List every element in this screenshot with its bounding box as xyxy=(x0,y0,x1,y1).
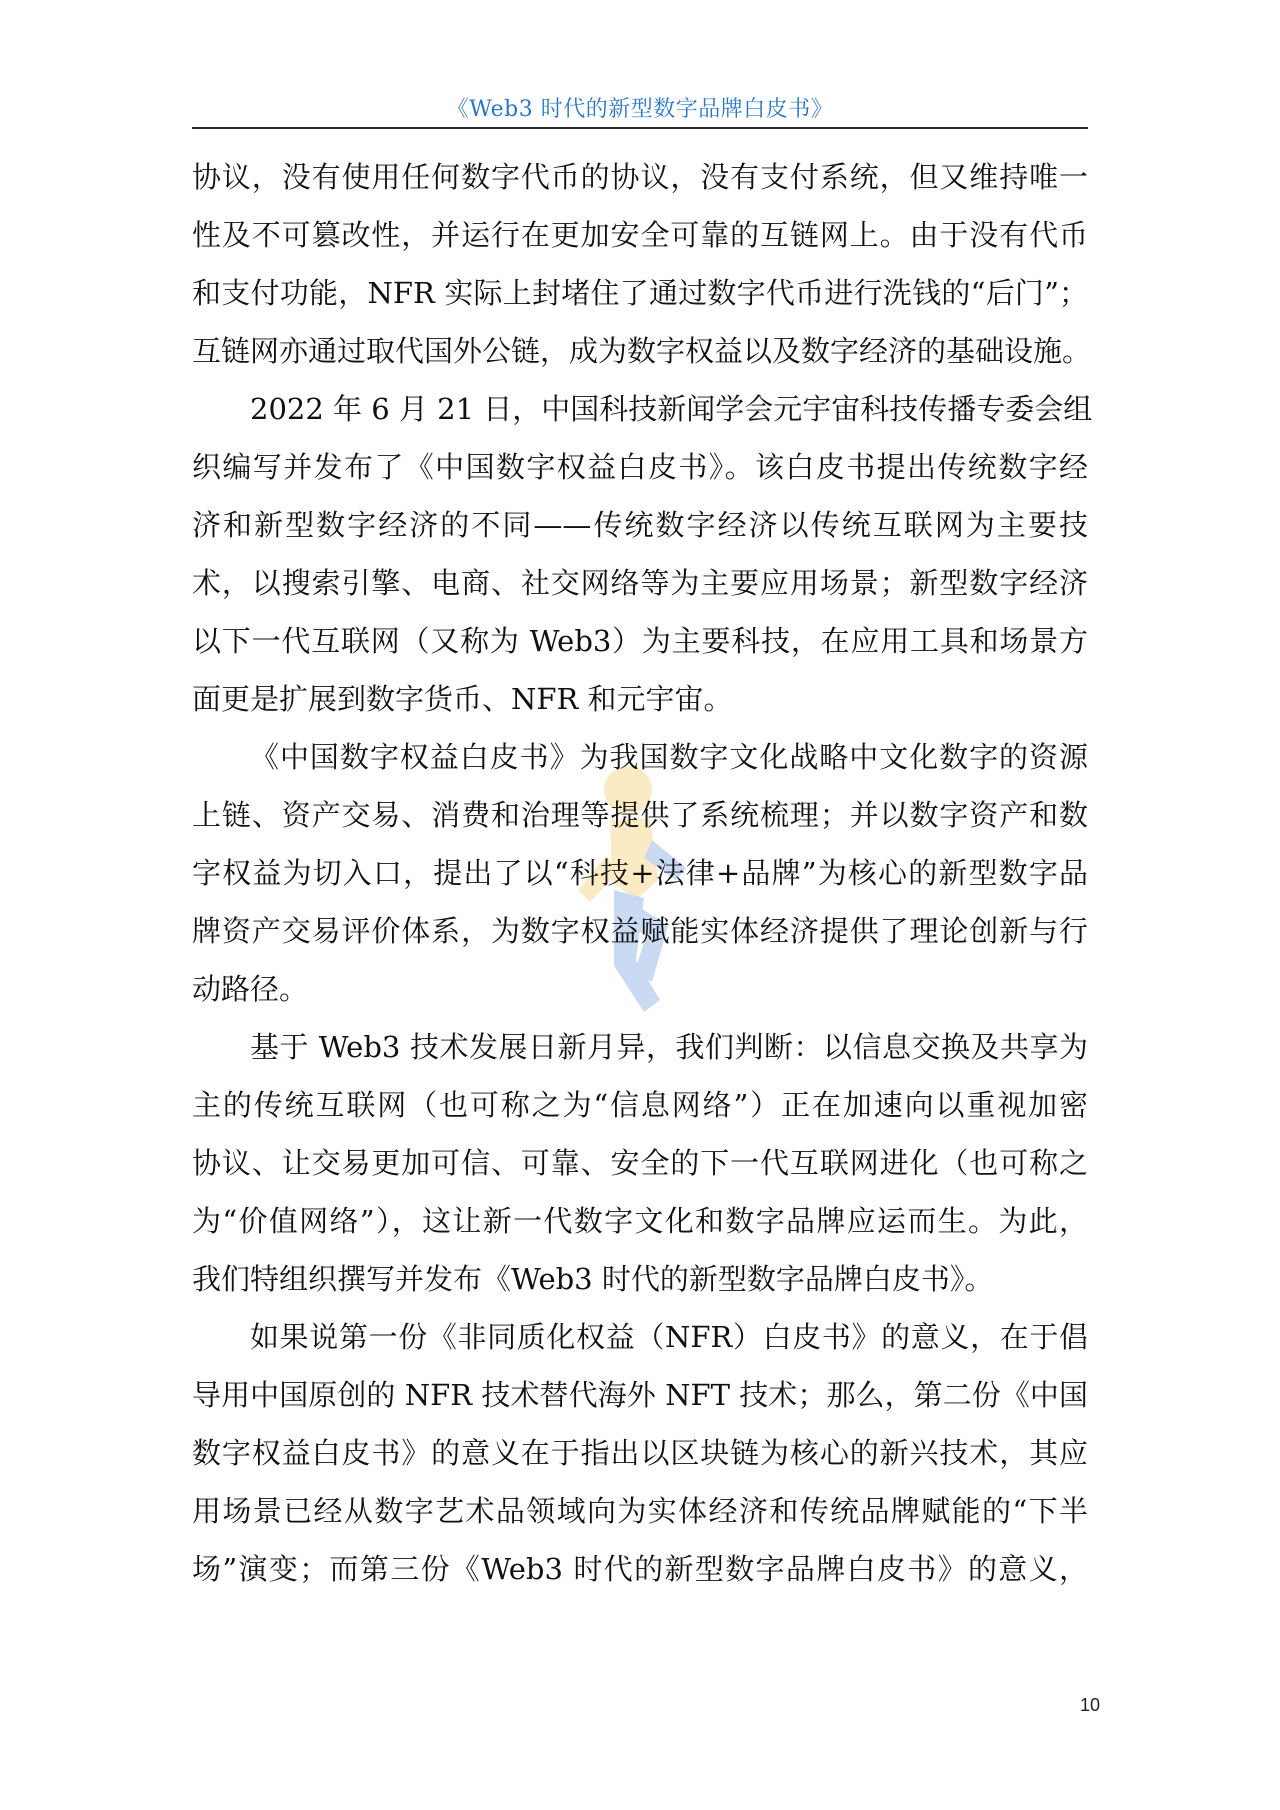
text-line: 互链网亦通过取代国外公链，成为数字权益以及数字经济的基础设施。 xyxy=(192,334,1092,368)
text-line: 和支付功能，NFR 实际上封堵住了通过数字代币进行洗钱的“后门”； xyxy=(192,276,1088,310)
text-line: 场”演变；而第三份《Web3 时代的新型数字品牌白皮书》的意义， xyxy=(192,1552,1088,1586)
paragraph xyxy=(192,1018,1088,1308)
paragraph xyxy=(192,380,1093,728)
text-line: 协议、让交易更加可信、可靠、安全的下一代互联网进化（也可称之 xyxy=(192,1146,1088,1180)
text-line: 如果说第一份《非同质化权益（NFR）白皮书》的意义，在于倡 xyxy=(250,1320,1088,1354)
text-line: 动路径。 xyxy=(192,972,309,1006)
text-line: 主的传统互联网（也可称之为“信息网络”）正在加速向以重视加密 xyxy=(192,1088,1088,1122)
text-line: 济和新型数字经济的不同——传统数字经济以传统互联网为主要技 xyxy=(192,508,1088,542)
page-number: 10 xyxy=(1079,1695,1100,1715)
header-divider xyxy=(192,127,1088,129)
text-line: 我们特组织撰写并发布《Web3 时代的新型数字品牌白皮书》。 xyxy=(192,1262,994,1296)
text-line: 《中国数字权益白皮书》为我国数字文化战略中文化数字的资源 xyxy=(250,740,1088,774)
running-header-title: 《Web3 时代的新型数字品牌白皮书》 xyxy=(446,97,834,122)
text-line: 织编写并发布了《中国数字权益白皮书》。该白皮书提出传统数字经 xyxy=(192,450,1088,484)
text-line: 上链、资产交易、消费和治理等提供了系统梳理；并以数字资产和数 xyxy=(192,798,1088,832)
text-line: 协议，没有使用任何数字代币的协议，没有支付系统，但又维持唯一 xyxy=(192,160,1088,194)
text-line: 字权益为切入口，提出了以“科技+法律+品牌”为核心的新型数字品 xyxy=(192,856,1088,890)
text-line: 为“价值网络”），这让新一代数字文化和数字品牌应运而生。为此， xyxy=(192,1204,1088,1238)
paragraph xyxy=(192,1308,1088,1598)
text-line: 导用中国原创的 NFR 技术替代海外 NFT 技术；那么，第二份《中国 xyxy=(192,1378,1088,1412)
text-line: 面更是扩展到数字货币、NFR 和元宇宙。 xyxy=(192,682,733,716)
text-line: 2022 年 6 月 21 日，中国科技新闻学会元宇宙科技传播专委会组 xyxy=(250,392,1093,426)
paragraph xyxy=(192,728,1088,1018)
document-body xyxy=(192,148,1093,1598)
text-line: 性及不可篡改性，并运行在更加安全可靠的互链网上。由于没有代币 xyxy=(192,218,1088,252)
paragraph xyxy=(192,148,1092,380)
text-line: 基于 Web3 技术发展日新月异，我们判断：以信息交换及共享为 xyxy=(250,1030,1088,1064)
text-line: 数字权益白皮书》的意义在于指出以区块链为核心的新兴技术，其应 xyxy=(192,1436,1088,1470)
text-line: 用场景已经从数字艺术品领域向为实体经济和传统品牌赋能的“下半 xyxy=(192,1494,1088,1528)
text-line: 术，以搜索引擎、电商、社交网络等为主要应用场景；新型数字经济 xyxy=(192,566,1088,600)
text-line: 以下一代互联网（又称为 Web3）为主要科技，在应用工具和场景方 xyxy=(192,624,1088,658)
text-line: 牌资产交易评价体系，为数字权益赋能实体经济提供了理论创新与行 xyxy=(192,914,1088,948)
